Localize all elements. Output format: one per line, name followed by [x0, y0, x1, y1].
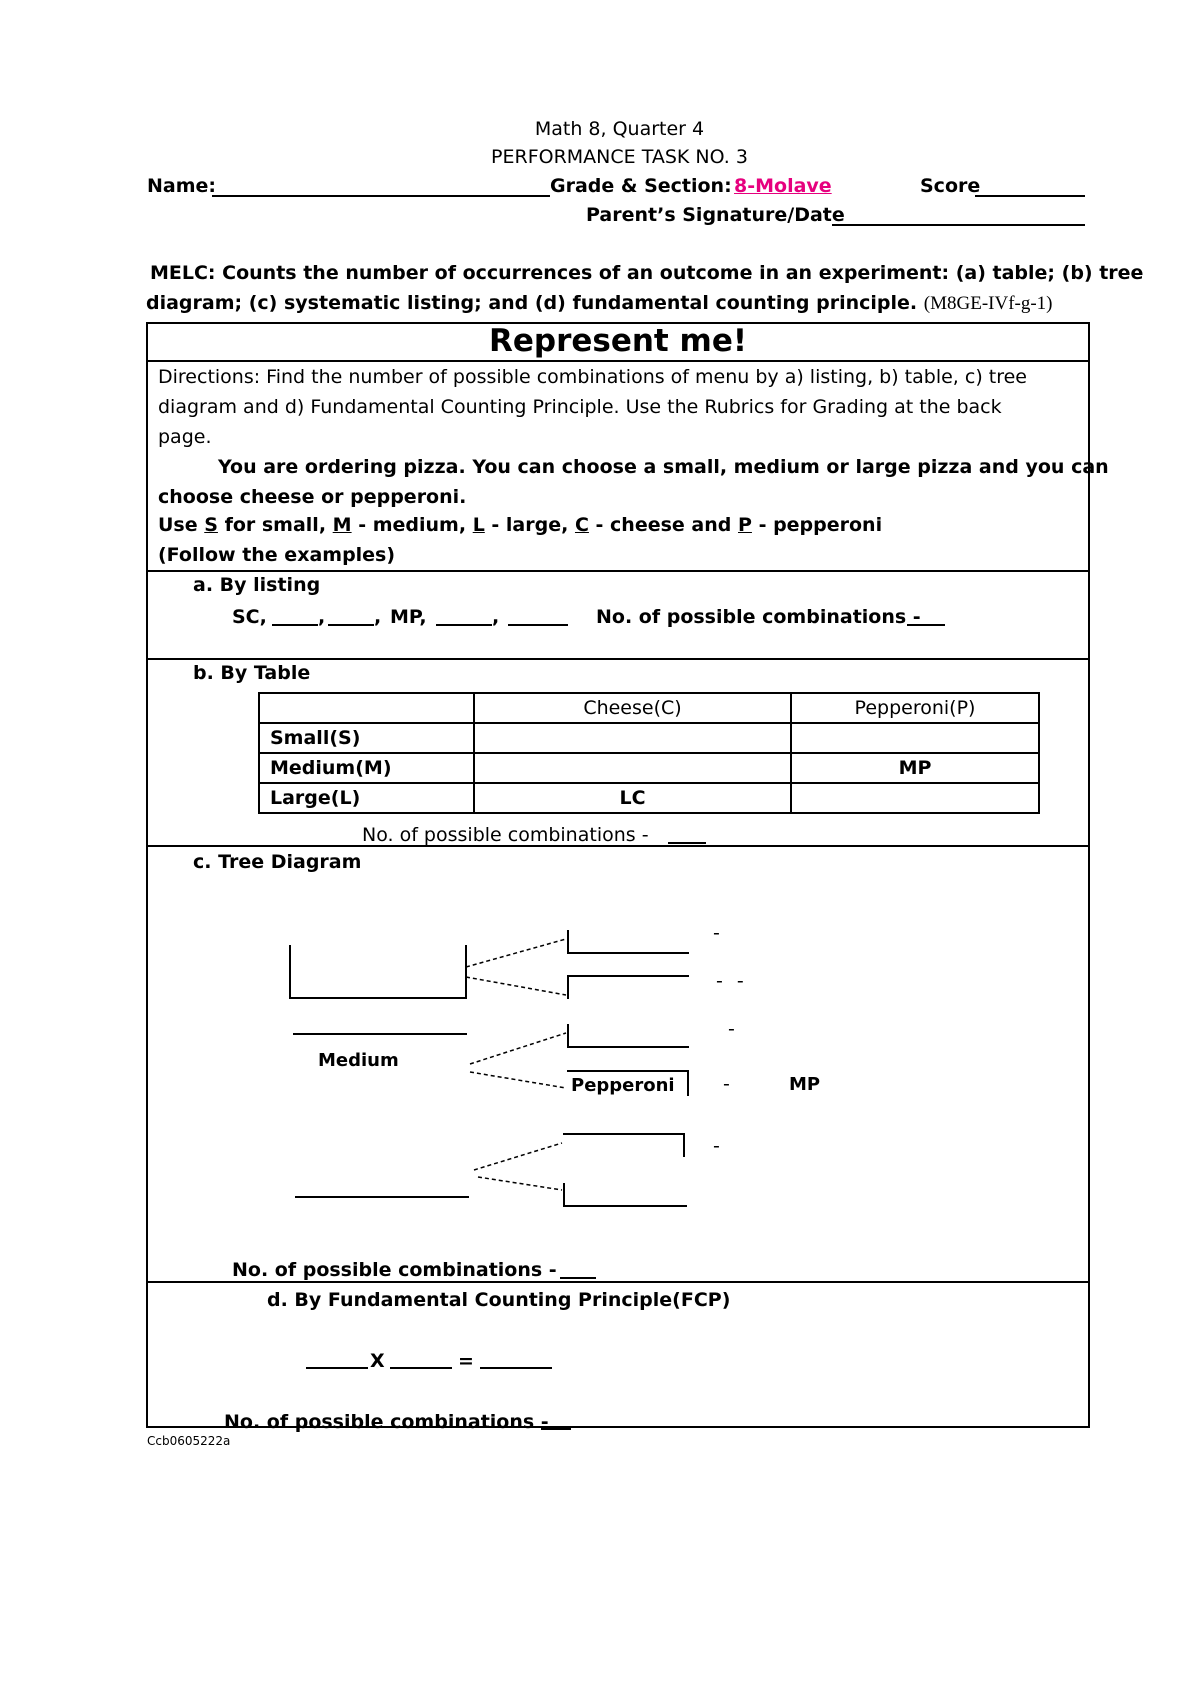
table-row-label: Small(S): [259, 723, 474, 753]
legend-use: Use: [158, 514, 198, 536]
tree-leaf-box[interactable]: [567, 930, 689, 954]
table-cell[interactable]: MP: [791, 753, 1039, 783]
legend-p: P: [738, 514, 752, 536]
legend-l: L: [472, 514, 485, 536]
fcp-blank-3[interactable]: [480, 1367, 552, 1369]
tree-leaf-box[interactable]: [563, 1133, 685, 1157]
listing-combinations-label: No. of possible combinations -: [596, 606, 921, 628]
tree-leaf-pepperoni: [567, 1070, 689, 1096]
table-header-cell: Cheese(C): [474, 693, 791, 723]
listing-comma-3: ,: [492, 606, 500, 628]
melc-line2-text: diagram; (c) systematic listing; and (d) fundamental counting principle.: [146, 292, 918, 314]
tree-leaf-box[interactable]: [567, 975, 689, 999]
directions-line2: diagram and d) Fundamental Counting Principle. Use the Rubrics for Grading at the back: [158, 396, 1002, 418]
table-row-label: Large(L): [259, 783, 474, 813]
legend-c: C: [574, 514, 589, 536]
tree-combinations-label: No. of possible combinations -: [232, 1259, 557, 1281]
directions-line3: page.: [158, 426, 212, 448]
branch-line: [466, 977, 566, 995]
tree-combinations-blank[interactable]: [560, 1277, 596, 1279]
listing-comma-1: ,: [318, 606, 326, 628]
leaf-dash: - -: [716, 970, 748, 992]
legend-p-text: - pepperoni: [758, 514, 883, 536]
tree-root-blank[interactable]: [295, 1196, 469, 1198]
section-d-label: d. By Fundamental Counting Principle(FCP): [267, 1289, 731, 1311]
problem-line1: You are ordering pizza. You can choose a small, medium or large pizza and you can: [218, 456, 1109, 478]
fcp-blank-1[interactable]: [306, 1367, 368, 1369]
melc-line1: MELC: Counts the number of occurrences of an outcome in an experiment: (a) table; (b) tree: [150, 262, 1144, 284]
name-label: Name:: [147, 175, 217, 197]
fcp-equals: =: [458, 1350, 474, 1372]
branch-line: [478, 1177, 562, 1190]
leaf-dash: -: [728, 1018, 735, 1040]
tree-root-blank[interactable]: [293, 1033, 467, 1035]
legend-m-text: - medium,: [358, 514, 467, 536]
tree-mp-label: MP: [789, 1074, 821, 1095]
problem-line2: choose cheese or pepperoni.: [158, 486, 467, 508]
table-row-label: Medium(M): [259, 753, 474, 783]
table-header-cell: Pepperoni(P): [791, 693, 1039, 723]
fcp-blank-2[interactable]: [390, 1367, 452, 1369]
section-a-label: a. By listing: [193, 574, 321, 596]
legend-s: S: [204, 514, 218, 536]
branch-line: [470, 1033, 566, 1064]
section-b-label: b. By Table: [193, 662, 311, 684]
listing-comma-2: ,: [374, 606, 382, 628]
score-label: Score: [920, 175, 981, 197]
melc-code: (M8GE-IVf-g-1): [923, 293, 1053, 314]
leaf-dash: -: [713, 1135, 720, 1157]
grade-section-label: Grade & Section:: [550, 175, 732, 197]
table-combinations-label: No. of possible combinations -: [362, 824, 649, 846]
tree-medium-label: Medium: [318, 1050, 399, 1071]
table-cell[interactable]: LC: [474, 783, 791, 813]
leaf-dash: -: [713, 922, 720, 944]
section-value: 8-Molave: [734, 175, 832, 197]
follow-examples: (Follow the examples): [158, 544, 396, 566]
tree-leaf-box[interactable]: [563, 1183, 687, 1207]
tree-leaf-box[interactable]: [567, 1024, 689, 1048]
fcp-combinations-blank[interactable]: [541, 1428, 571, 1430]
section-c-label: c. Tree Diagram: [193, 851, 362, 873]
legend-s-text: for small,: [224, 514, 327, 536]
branch-line: [474, 1143, 562, 1170]
listing-mp: MP,: [390, 606, 427, 628]
leaf-dash: -: [723, 1073, 730, 1095]
signature-label: Parent’s Signature/Date: [586, 204, 845, 226]
legend-c-text: - cheese and: [595, 514, 732, 536]
branch-line: [470, 1072, 566, 1088]
branch-line: [466, 939, 566, 967]
task-title: PERFORMANCE TASK NO. 3: [491, 146, 748, 168]
tree-root-box[interactable]: [289, 945, 467, 999]
subject-title: Math 8, Quarter 4: [534, 118, 705, 140]
fcp-combinations-label: No. of possible combinations -: [224, 1411, 549, 1433]
fcp-times: X: [370, 1350, 385, 1372]
legend-l-text: - large,: [491, 514, 569, 536]
legend-m: M: [332, 514, 352, 536]
tree-pepperoni-label: Pepperoni: [571, 1075, 675, 1096]
directions-line1: Directions: Find the number of possible combinations of menu by a) listing, b) table, c) tree: [158, 366, 1027, 388]
task-heading: Represent me!: [488, 323, 748, 359]
footer-code: Ccb0605222a: [147, 1434, 231, 1448]
listing-sc: SC,: [232, 606, 267, 628]
